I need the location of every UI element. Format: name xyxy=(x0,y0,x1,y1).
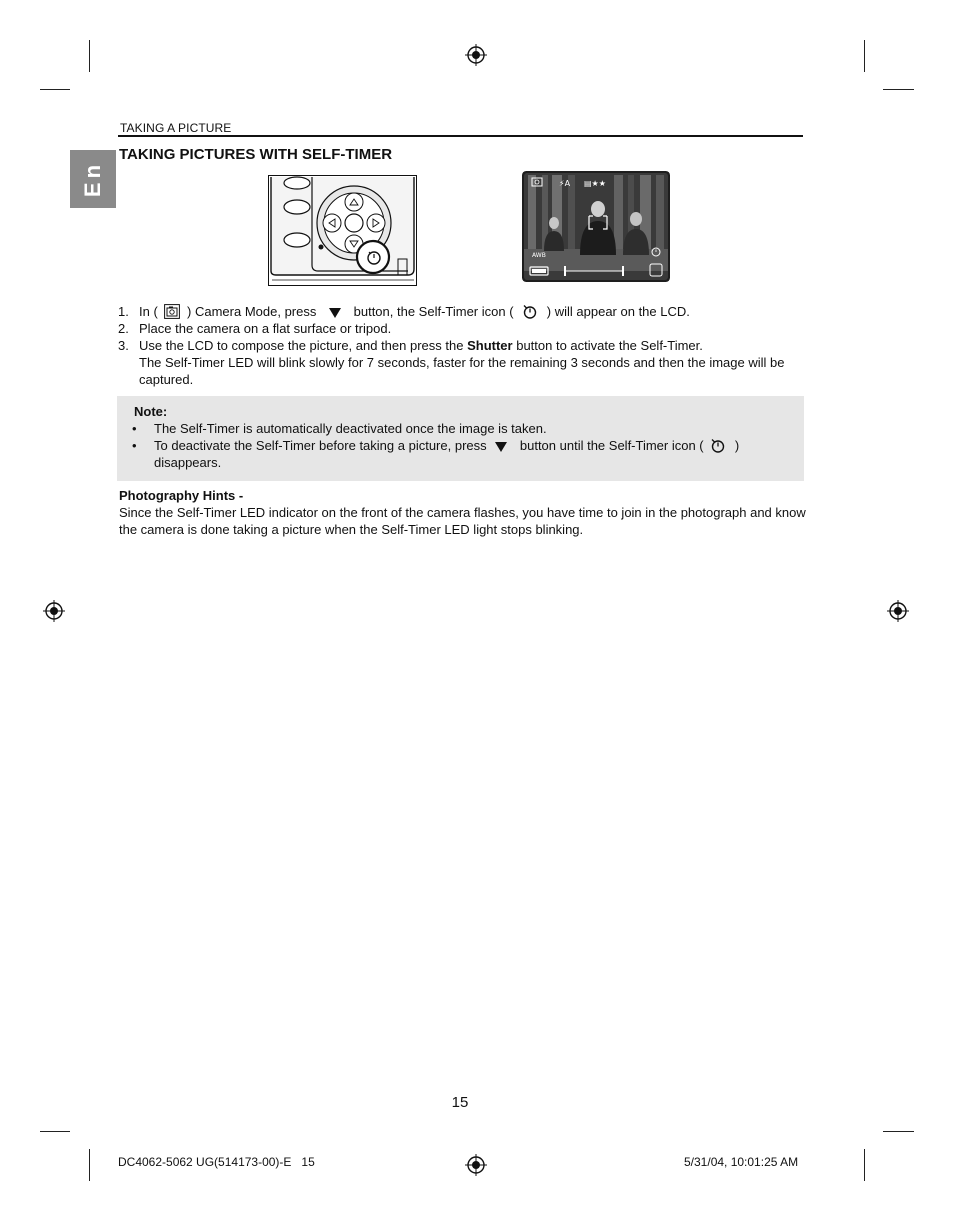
crop-mark xyxy=(883,1131,914,1132)
crop-mark xyxy=(864,40,865,72)
step-text: button to activate the Self-Timer. xyxy=(516,338,703,353)
crop-mark xyxy=(864,1149,865,1181)
crop-mark xyxy=(89,1149,90,1181)
step-number: 1. xyxy=(118,304,129,319)
crop-mark xyxy=(40,1131,70,1132)
registration-mark-icon xyxy=(887,600,909,622)
svg-text:▤★★: ▤★★ xyxy=(584,179,606,188)
step-text: ) Camera Mode, press xyxy=(187,304,317,319)
step-number: 3. xyxy=(118,338,129,353)
down-triangle-icon xyxy=(494,441,508,453)
registration-mark-icon xyxy=(465,44,487,66)
bullet-dot: • xyxy=(132,421,137,436)
camera-dpad-selftimer-illustration xyxy=(268,175,418,287)
instruction-steps xyxy=(118,303,808,388)
note-text: The Self-Timer is automatically deactivated once the image is taken. xyxy=(154,421,547,436)
crop-mark xyxy=(883,89,914,90)
camera-icon xyxy=(164,304,180,319)
svg-text:AWB: AWB xyxy=(532,252,546,259)
note-list xyxy=(130,420,790,471)
note-text: disappears. xyxy=(154,455,222,470)
step-text: In ( xyxy=(139,304,158,319)
self-timer-icon xyxy=(522,304,538,319)
note-text: To deactivate the Self-Timer before taking a picture, press xyxy=(154,438,487,453)
note-title: Note: xyxy=(134,404,168,419)
registration-mark-icon xyxy=(465,1154,487,1176)
step-text: button, the Self-Timer icon ( xyxy=(353,304,514,319)
down-triangle-icon xyxy=(328,307,342,319)
shutter-label: Shutter xyxy=(467,338,513,353)
step-item xyxy=(118,337,808,388)
hints-body: Since the Self-Timer LED indicator on the front of the camera flashes, you have time to join in the photograph and know the camera is done taking a picture when the Self-Timer LED light stops blinking. xyxy=(119,505,806,537)
note-text: button until the Self-Timer icon ( xyxy=(519,438,704,453)
svg-text:⚡A: ⚡A xyxy=(559,179,571,188)
lcd-screen-family-photo xyxy=(522,171,670,282)
step-text: ) will appear on the LCD. xyxy=(546,304,690,319)
language-tab-label: En xyxy=(80,160,105,198)
crop-mark xyxy=(89,40,90,72)
step-item xyxy=(118,303,808,320)
language-tab xyxy=(70,150,116,208)
page-title: TAKING PICTURES WITH SELF-TIMER xyxy=(119,146,393,163)
note-item xyxy=(130,420,790,437)
note-item xyxy=(130,437,790,471)
step-item xyxy=(118,320,808,337)
step-number: 2. xyxy=(118,321,129,336)
self-timer-icon xyxy=(710,438,726,453)
crop-mark xyxy=(40,89,70,90)
registration-mark-icon xyxy=(43,600,65,622)
page-number: 15 xyxy=(451,1094,469,1111)
note-text: ) xyxy=(734,438,740,453)
header-rule xyxy=(118,135,803,137)
footer-timestamp: 5/31/04, 10:01:25 AM xyxy=(684,1155,799,1169)
step-detail: The Self-Timer LED will blink slowly for 7 seconds, faster for the remaining 3 seconds and then the image will be captured. xyxy=(139,355,785,387)
step-text: Use the LCD to compose the picture, and then press the xyxy=(139,338,464,353)
section-label: TAKING A PICTURE xyxy=(120,121,232,135)
step-text: Place the camera on a flat surface or tripod. xyxy=(139,321,392,336)
bullet-dot: • xyxy=(132,438,137,453)
footer-document-id: DC4062-5062 UG(514173-00)-E 15 xyxy=(118,1155,315,1169)
hints-title: Photography Hints - xyxy=(119,488,244,503)
